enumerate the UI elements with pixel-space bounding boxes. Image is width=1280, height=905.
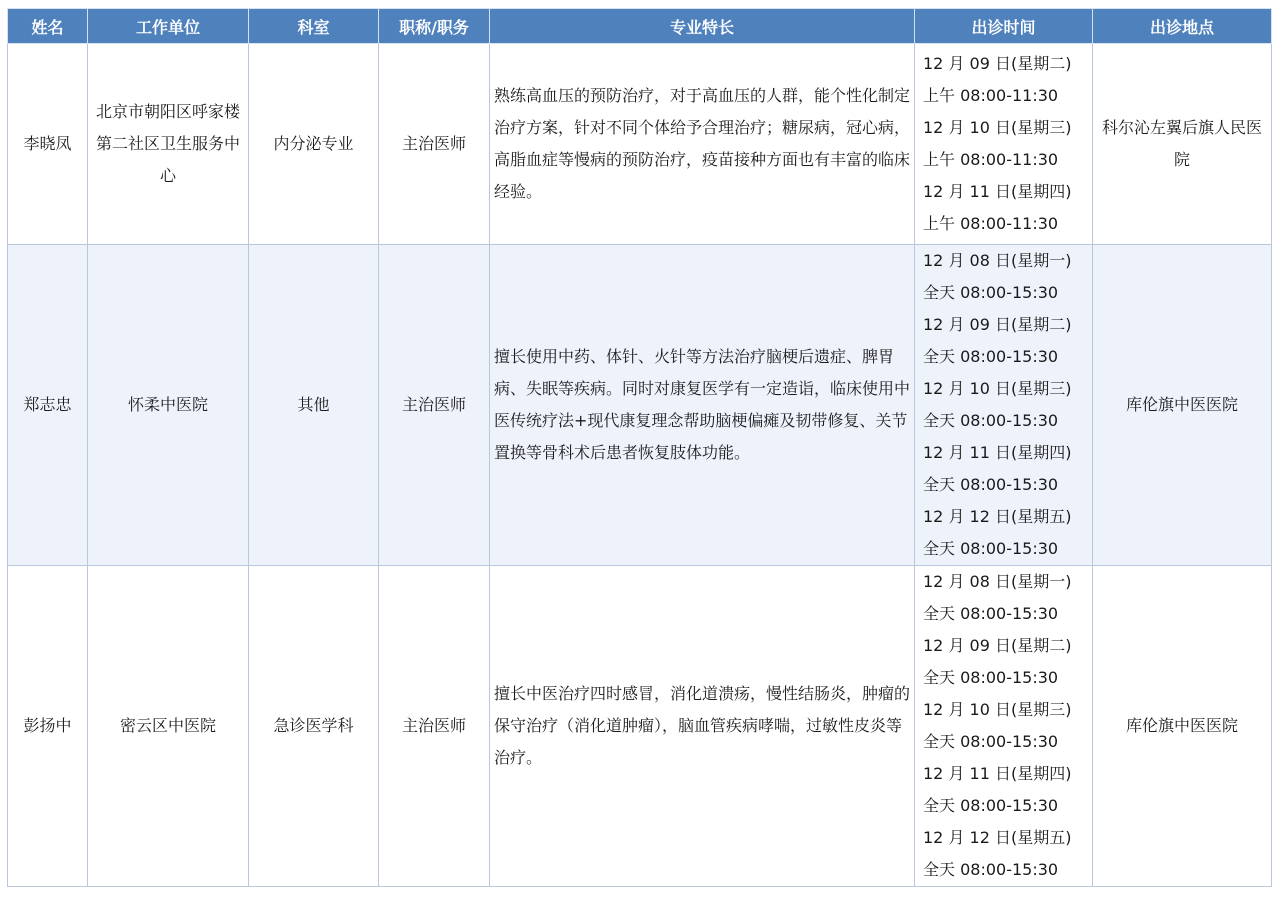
specialty-text: 擅长使用中药、体针、火针等方法治疗脑梗后遗症、脾胃病、失眠等疾病。同时对康复医学有一定造诣，临床使用中医传统疗法+现代康复理念帮助脑梗偏瘫及韧带修复、关节置换等骨科术后患者恢复肢体功能。 bbox=[490, 245, 915, 566]
clinic-hours: 全天 08:00-15:30 bbox=[923, 604, 1059, 623]
clinic-date: 12 月 09 日(星期二) bbox=[923, 54, 1072, 73]
header-unit: 工作单位 bbox=[88, 9, 249, 44]
clinic-time bbox=[915, 245, 1093, 566]
schedule-table-wrapper bbox=[7, 8, 1272, 887]
clinic-hours: 全天 08:00-15:30 bbox=[923, 283, 1059, 302]
clinic-time bbox=[915, 566, 1093, 887]
clinic-hours: 全天 08:00-15:30 bbox=[923, 539, 1059, 558]
clinic-location: 库伦旗中医医院 bbox=[1093, 566, 1272, 887]
clinic-date: 12 月 12 日(星期五) bbox=[923, 828, 1072, 847]
clinic-location: 科尔沁左翼后旗人民医院 bbox=[1093, 44, 1272, 245]
header-dept: 科室 bbox=[249, 9, 379, 44]
clinic-date: 12 月 10 日(星期三) bbox=[923, 700, 1072, 719]
work-unit: 密云区中医院 bbox=[88, 566, 249, 887]
header-title: 职称/职务 bbox=[379, 9, 490, 44]
specialty-text: 擅长中医治疗四时感冒，消化道溃疡，慢性结肠炎，肿瘤的保守治疗（消化道肿瘤），脑血管疾病哮喘，过敏性皮炎等治疗。 bbox=[490, 566, 915, 887]
clinic-hours: 全天 08:00-15:30 bbox=[923, 347, 1059, 366]
clinic-time bbox=[915, 44, 1093, 245]
job-title: 主治医师 bbox=[379, 44, 490, 245]
header-location: 出诊地点 bbox=[1093, 9, 1272, 44]
doctor-name: 李晓凤 bbox=[8, 44, 88, 245]
header-specialty: 专业特长 bbox=[490, 9, 915, 44]
clinic-date: 12 月 09 日(星期二) bbox=[923, 636, 1072, 655]
clinic-date: 12 月 11 日(星期四) bbox=[923, 443, 1072, 462]
department: 内分泌专业 bbox=[249, 44, 379, 245]
doctor-name: 郑志忠 bbox=[8, 245, 88, 566]
clinic-hours: 上午 08:00-11:30 bbox=[923, 150, 1059, 169]
clinic-hours: 全天 08:00-15:30 bbox=[923, 796, 1059, 815]
job-title: 主治医师 bbox=[379, 566, 490, 887]
job-title: 主治医师 bbox=[379, 245, 490, 566]
clinic-location: 库伦旗中医医院 bbox=[1093, 245, 1272, 566]
doctor-name: 彭扬中 bbox=[8, 566, 88, 887]
clinic-hours: 上午 08:00-11:30 bbox=[923, 214, 1059, 233]
clinic-date: 12 月 10 日(星期三) bbox=[923, 379, 1072, 398]
clinic-date: 12 月 11 日(星期四) bbox=[923, 764, 1072, 783]
department: 其他 bbox=[249, 245, 379, 566]
header-time: 出诊时间 bbox=[915, 9, 1093, 44]
header-row bbox=[8, 9, 1272, 44]
clinic-date: 12 月 08 日(星期一) bbox=[923, 251, 1072, 270]
table-row bbox=[8, 245, 1272, 566]
clinic-hours: 全天 08:00-15:30 bbox=[923, 475, 1059, 494]
header-name: 姓名 bbox=[8, 9, 88, 44]
doctor-schedule-table bbox=[7, 8, 1272, 887]
department: 急诊医学科 bbox=[249, 566, 379, 887]
clinic-hours: 全天 08:00-15:30 bbox=[923, 732, 1059, 751]
table-row bbox=[8, 566, 1272, 887]
clinic-date: 12 月 11 日(星期四) bbox=[923, 182, 1072, 201]
work-unit: 怀柔中医院 bbox=[88, 245, 249, 566]
clinic-hours: 上午 08:00-11:30 bbox=[923, 86, 1059, 105]
work-unit: 北京市朝阳区呼家楼第二社区卫生服务中心 bbox=[88, 44, 249, 245]
clinic-hours: 全天 08:00-15:30 bbox=[923, 860, 1059, 879]
clinic-date: 12 月 09 日(星期二) bbox=[923, 315, 1072, 334]
clinic-hours: 全天 08:00-15:30 bbox=[923, 411, 1059, 430]
clinic-date: 12 月 12 日(星期五) bbox=[923, 507, 1072, 526]
clinic-hours: 全天 08:00-15:30 bbox=[923, 668, 1059, 687]
table-row bbox=[8, 44, 1272, 245]
specialty-text: 熟练高血压的预防治疗，对于高血压的人群，能个性化制定治疗方案，针对不同个体给予合理治疗；糖尿病，冠心病，高脂血症等慢病的预防治疗，疫苗接种方面也有丰富的临床经验。 bbox=[490, 44, 915, 245]
clinic-date: 12 月 10 日(星期三) bbox=[923, 118, 1072, 137]
clinic-date: 12 月 08 日(星期一) bbox=[923, 572, 1072, 591]
